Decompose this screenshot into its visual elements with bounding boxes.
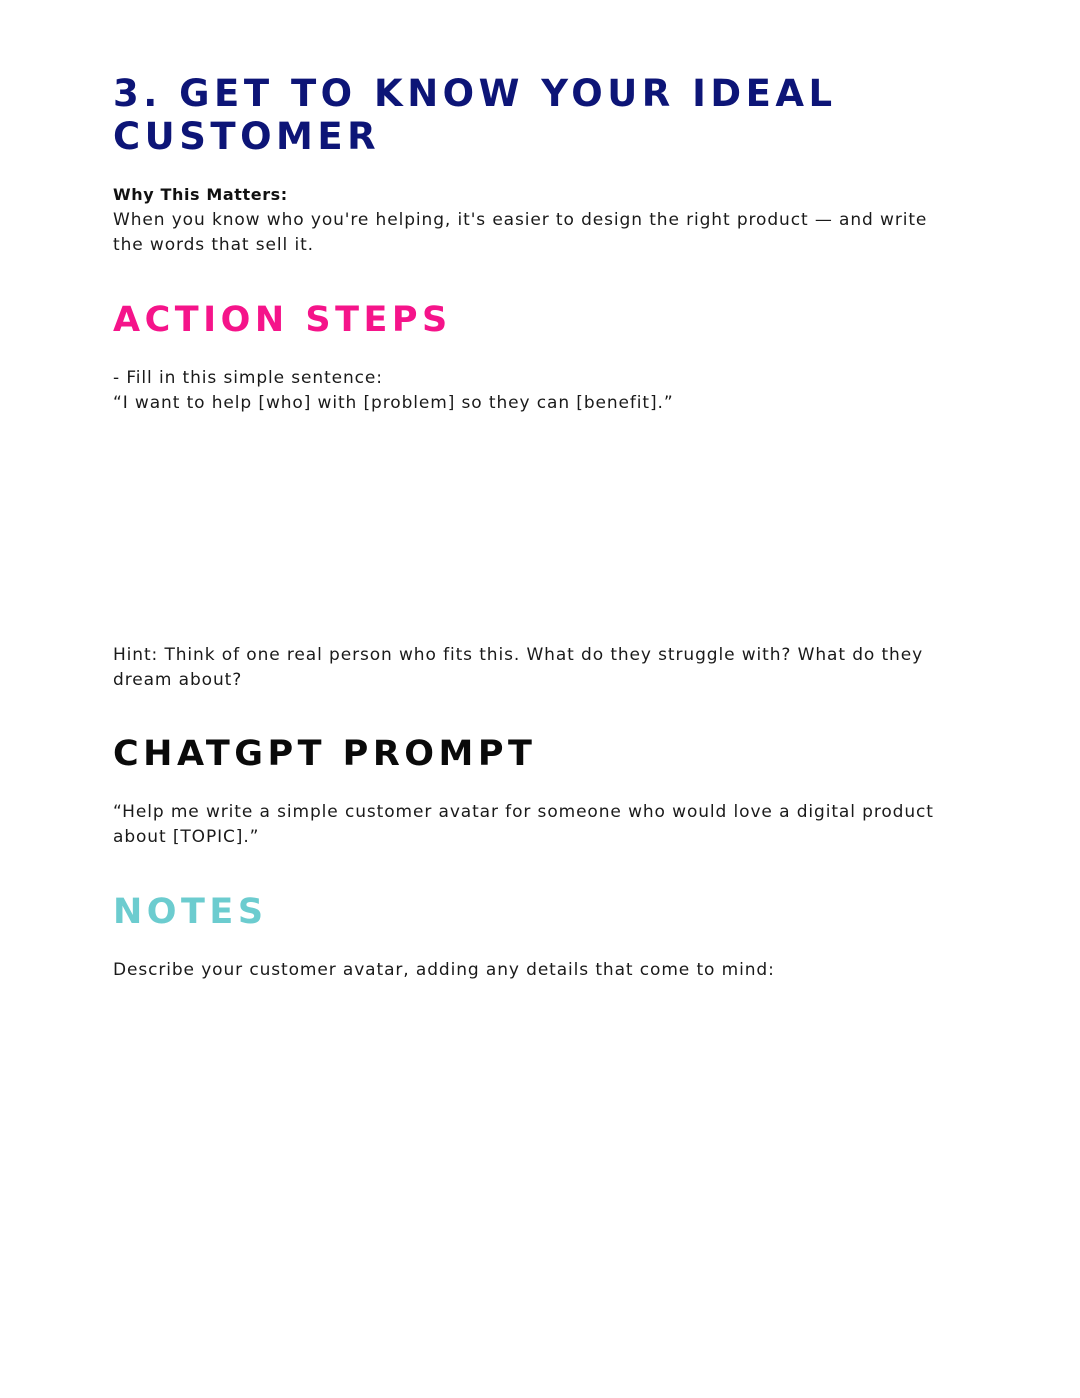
action-step-line-2: “I want to help [who] with [problem] so they can [benefit].” bbox=[113, 393, 674, 413]
why-label: Why This Matters: bbox=[113, 185, 288, 204]
chatgpt-prompt-title: CHATGPT PROMPT bbox=[113, 734, 537, 774]
page-title: 3. GET TO KNOW YOUR IDEAL CUSTOMER bbox=[113, 72, 837, 158]
why-text: When you know who you're helping, it's easier to design the right product — and write the words that sell it. bbox=[113, 210, 928, 255]
hint-text: Hint: Think of one real person who fits this. What do they struggle with? What do they dream about? bbox=[113, 645, 924, 690]
notes-text: Describe your customer avatar, adding any details that come to mind: bbox=[113, 960, 775, 980]
chatgpt-prompt-text: “Help me write a simple customer avatar for someone who would love a digital product about [TOPIC].” bbox=[113, 802, 934, 847]
action-step-line-1: - Fill in this simple sentence: bbox=[113, 368, 383, 388]
notes-title: NOTES bbox=[113, 892, 268, 932]
action-steps-title: ACTION STEPS bbox=[113, 300, 452, 340]
